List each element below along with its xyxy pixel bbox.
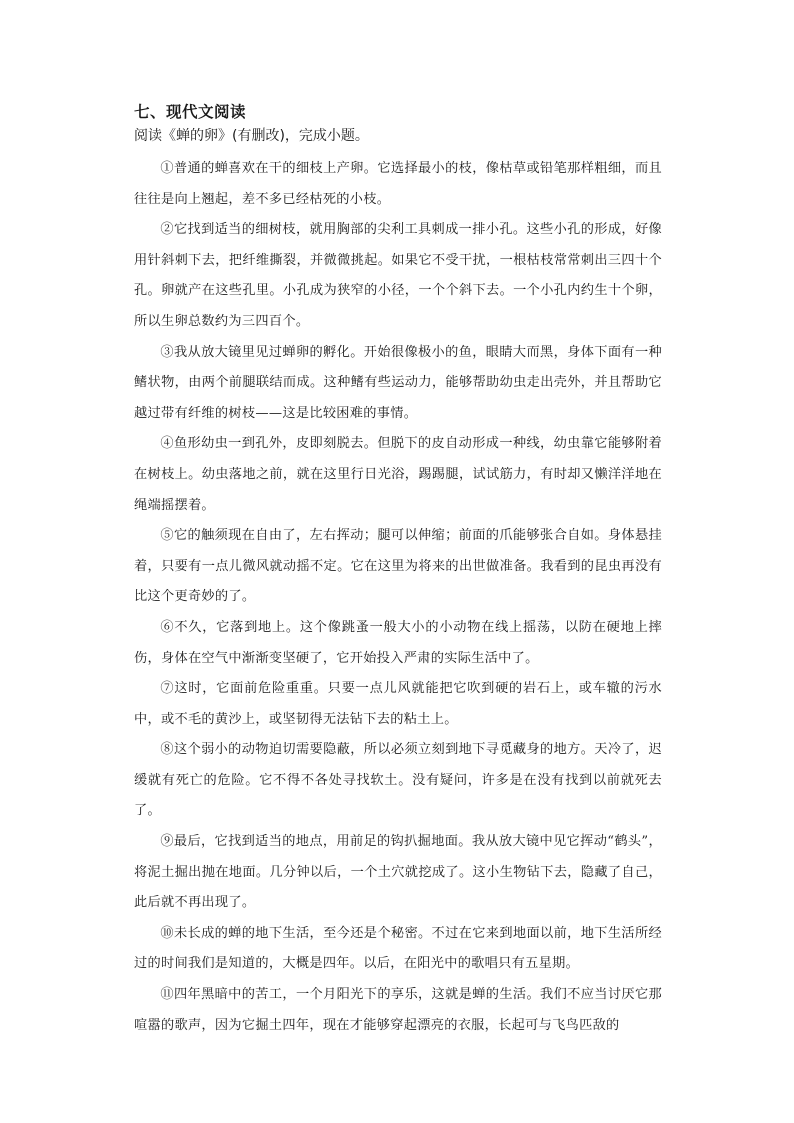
paragraph-2: ②它找到适当的细树枝，就用胸部的尖利工具刺成一排小孔。这些小孔的形成，好像用针斜刺下去，把纤维撕裂，并微微挑起。如果它不受干扰，一根枯枝常常刺出三四十个孔。卵就产在这些孔里。小孔成为狭窄的小径，一个个斜下去。一个小孔内约生十个卵，所以生卵总数约为三四百个。 (134, 222, 662, 329)
paragraph-6: ⑥不久，它落到地上。这个像跳蚤一般大小的小动物在线上摇荡，以防在硬地上摔伤，身体在空气中渐渐变坚硬了，它开始投入严肃的实际生活中了。 (134, 619, 662, 666)
paragraph-9: ⑨最后，它找到适当的地点，用前足的钩扒掘地面。我从放大镜中见它挥动“鹤头”，将泥土掘出抛在地面。几分钟以后，一个土穴就挖成了。这小生物钻下去，隐藏了自己，此后就不再出现了。 (134, 834, 662, 911)
paragraph-8: ⑧这个弱小的动物迫切需要隐蔽，所以必须立刻到地下寻觅藏身的地方。天冷了，迟缓就有死亡的危险。它不得不各处寻找软土。没有疑问，许多是在没有找到以前就死去了。 (134, 742, 662, 819)
paragraph-1: ①普通的蝉喜欢在干的细枝上产卵。它选择最小的枝，像枯草或铅笔那样粗细，而且往往是向上翘起，差不多已经枯死的小枝。 (134, 161, 662, 207)
paragraph-4: ④鱼形幼虫一到孔外，皮即刻脱去。但脱下的皮自动形成一种线，幼虫靠它能够附着在树枝上。幼虫落地之前，就在这里行日光浴，踢踢腿，试试筋力，有时却又懒洋洋地在绳端摇摆着。 (134, 436, 662, 513)
paragraph-11: ⑪四年黑暗中的苦工，一个月阳光下的享乐，这就是蝉的生活。我们不应当讨厌它那喧嚣的歌声，因为它掘土四年，现在才能够穿起漂亮的衣服，长起可与飞鸟匹敌的 (134, 987, 662, 1033)
paragraph-3: ③我从放大镜里见过蝉卵的孵化。开始很像极小的鱼，眼睛大而黑，身体下面有一种鳍状物，由两个前腿联结而成。这种鳍有些运动力，能够帮助幼虫走出壳外，并且帮助它越过带有纤维的树枝——这是比较困难的事情。 (134, 344, 662, 421)
paragraph-7: ⑦这时，它面前危险重重。只要一点儿风就能把它吹到硬的岩石上，或车辙的污水中，或不毛的黄沙上，或坚韧得无法钻下去的粘土上。 (134, 681, 662, 727)
document-page (134, 100, 662, 1041)
paragraph-5: ⑤它的触须现在自由了，左右挥动；腿可以伸缩；前面的爪能够张合自如。身体悬挂着，只要有一点儿微风就动摇不定。它在这里为将来的出世做准备。我看到的昆虫再没有比这个更奇妙的了。 (134, 528, 662, 605)
section-title: 七、现代文阅读 (134, 103, 247, 121)
reading-instruction: 阅读《蝉的卵》(有删改)，完成小题。 (134, 128, 369, 144)
paragraph-10: ⑩未长成的蝉的地下生活，至今还是个秘密。不过在它来到地面以前，地下生活所经过的时间我们是知道的，大概是四年。以后，在阳光中的歌唱只有五星期。 (134, 925, 662, 972)
